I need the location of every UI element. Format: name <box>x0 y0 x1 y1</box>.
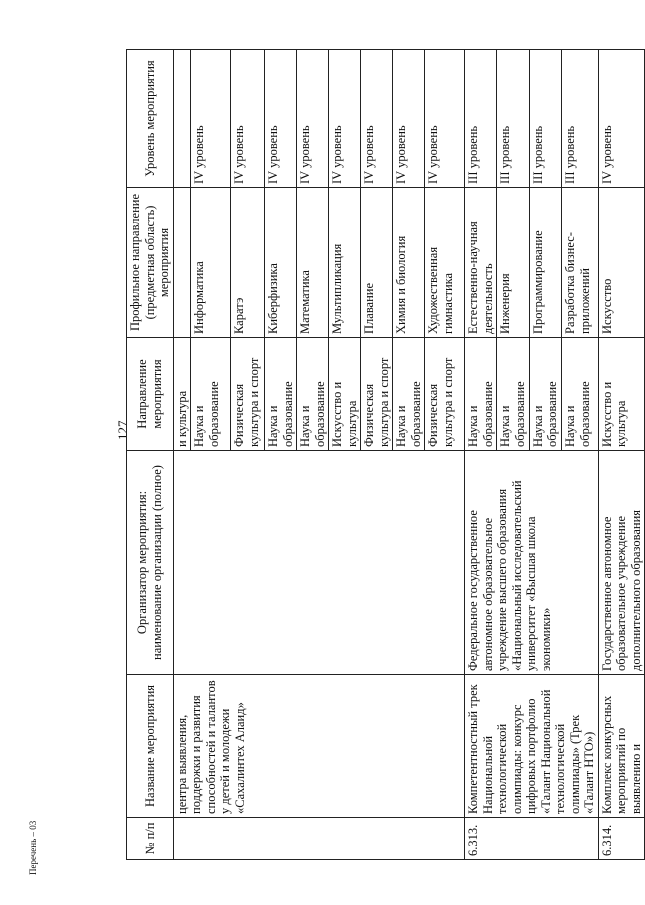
header-direction: Направление мероприятия <box>127 338 174 451</box>
cell-level: III уровень <box>497 50 529 188</box>
cell-level: IV уровень <box>297 50 329 188</box>
cell-num: 6.313. <box>465 818 599 860</box>
table-row <box>465 50 497 860</box>
cell-area: Программирование <box>529 188 561 338</box>
cell-level <box>173 50 191 188</box>
cell-level: IV уровень <box>329 50 361 188</box>
page-footer: Перечень – 03 <box>28 820 38 875</box>
cell-direction: и культура <box>173 338 191 451</box>
header-name: Название мероприятия <box>127 675 174 818</box>
cell-name: центра выявления, поддержки и развития способностей и талантов у детей и молодежи «Сахалинтех Алаид» <box>173 675 465 818</box>
cell-direction: Наука и образование <box>529 338 561 451</box>
table-row <box>173 50 191 860</box>
cell-direction: Наука и образование <box>465 338 497 451</box>
cell-area <box>173 188 191 338</box>
cell-organizer <box>173 451 465 675</box>
cell-level: IV уровень <box>231 50 265 188</box>
header-level: Уровень мероприятия <box>127 50 174 188</box>
header-row <box>127 50 174 860</box>
header-num: № п/п <box>127 818 174 860</box>
table-row <box>598 50 645 860</box>
cell-area: Каратэ <box>231 188 265 338</box>
cell-direction: Наука и образование <box>497 338 529 451</box>
cell-area: Искусство <box>598 188 645 338</box>
cell-direction: Наука и образование <box>191 338 231 451</box>
cell-area: Естественно-научная деятельность <box>465 188 497 338</box>
cell-direction: Наука и образование <box>297 338 329 451</box>
cell-level: IV уровень <box>361 50 393 188</box>
cell-name: Компетентностный трек Национальной технологической олимпиады: конкурс цифровых портфолио «Талант Национальной технологической олимпиады» (Трек «Талант НТО») <box>465 675 599 818</box>
cell-area: Информатика <box>191 188 231 338</box>
cell-direction: Наука и образование <box>265 338 297 451</box>
header-organizer: Организатор мероприятия: наименование организации (полное) <box>127 451 174 675</box>
cell-area: Математика <box>297 188 329 338</box>
cell-direction: Искусство и культура <box>598 338 645 451</box>
cell-num <box>173 818 465 860</box>
cell-direction: Физическая культура и спорт <box>425 338 465 451</box>
cell-direction: Физическая культура и спорт <box>231 338 265 451</box>
cell-area: Мультипликация <box>329 188 361 338</box>
cell-level: III уровень <box>465 50 497 188</box>
cell-level: III уровень <box>562 50 598 188</box>
cell-area: Разработка бизнес-приложений <box>562 188 598 338</box>
cell-area: Художественная гимнастика <box>425 188 465 338</box>
header-area: Профильное направление (предметная область) мероприятия <box>127 188 174 338</box>
cell-direction: Наука и образование <box>393 338 425 451</box>
cell-direction: Физическая культура и спорт <box>361 338 393 451</box>
cell-level: IV уровень <box>425 50 465 188</box>
cell-name: Комплекс конкурсных мероприятий по выявлению и <box>598 675 645 818</box>
page-number: 127 <box>115 420 130 440</box>
cell-area: Плавание <box>361 188 393 338</box>
cell-level: IV уровень <box>265 50 297 188</box>
cell-direction: Наука и образование <box>562 338 598 451</box>
cell-level: III уровень <box>529 50 561 188</box>
cell-area: Инженерия <box>497 188 529 338</box>
cell-direction: Искусство и культура <box>329 338 361 451</box>
cell-level: IV уровень <box>393 50 425 188</box>
events-table <box>126 49 645 860</box>
cell-num: 6.314. <box>598 818 645 860</box>
cell-area: Киберфизика <box>265 188 297 338</box>
cell-area: Химия и биология <box>393 188 425 338</box>
rotated-table-container <box>126 50 643 860</box>
cell-level: IV уровень <box>598 50 645 188</box>
cell-organizer: Государственное автономное образовательное учреждение дополнительного образования <box>598 451 645 675</box>
cell-level: IV уровень <box>191 50 231 188</box>
cell-organizer: Федеральное государственное автономное образовательное учреждение высшего образования «Национальный исследовательский университет «Высшая школа экономики» <box>465 451 599 675</box>
